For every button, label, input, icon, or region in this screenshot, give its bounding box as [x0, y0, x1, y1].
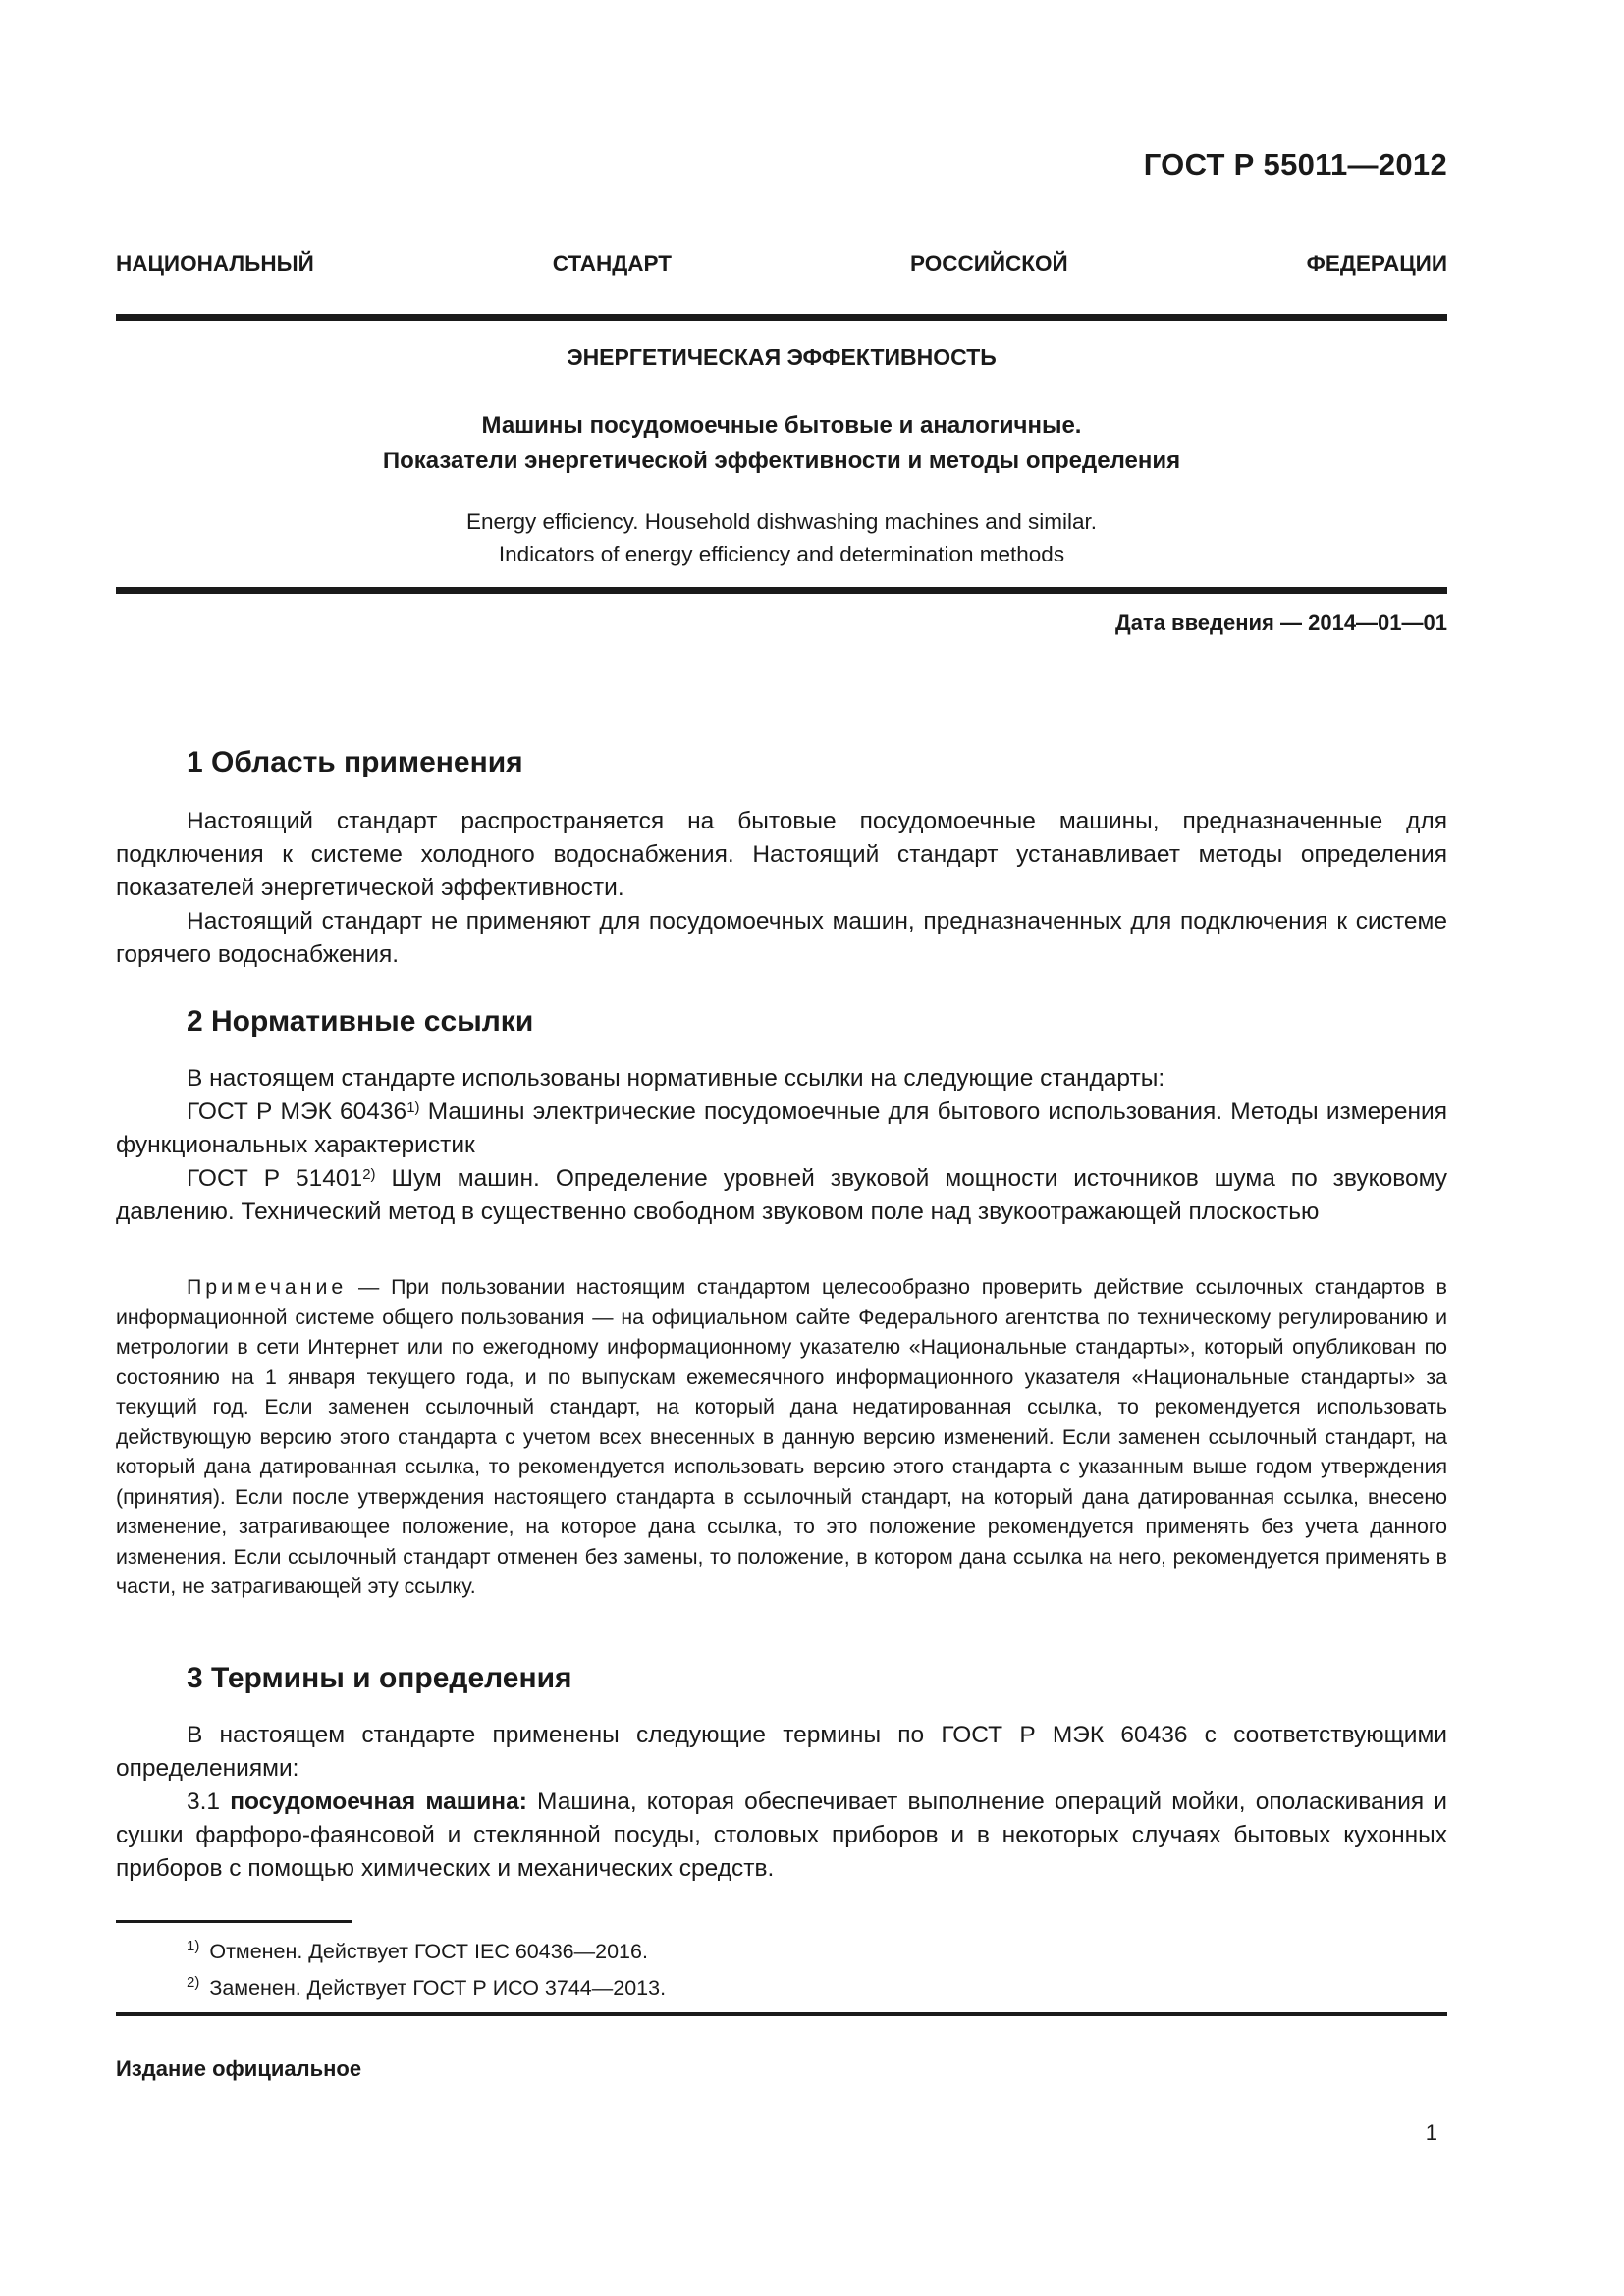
footnote-mark-2: 2) [362, 1166, 376, 1183]
section2-heading: 2 Нормативные ссылки [187, 1005, 534, 1038]
page-number: 1 [1425, 2120, 1437, 2145]
section3-body [116, 1719, 1447, 1886]
introduction-date: Дата введения — 2014—01—01 [1115, 611, 1447, 635]
section1-body [116, 805, 1447, 972]
section1-paragraph1: Настоящий стандарт распространяется на бытовые посудомоечные машины, предназначенные для подключения к системе холодного водоснабжения. Настоящий стандарт устанавливает методы определения показателей энергетической эффективности. [116, 808, 1447, 901]
title-ru-line2: Показатели энергетической эффективности и методы определения [382, 448, 1181, 474]
section2-body [116, 1062, 1447, 1229]
reference-1 [116, 1095, 1447, 1162]
title-en-line1: Energy efficiency. Household dishwashing machines and similar. [465, 509, 1097, 534]
footnote-1-mark: 1) [187, 1938, 200, 1954]
section2-intro: В настоящем стандарте использованы нормативные ссылки на следующие стандарты: [187, 1065, 1165, 1092]
standard-number: ГОСТ Р 55011—2012 [1143, 147, 1447, 182]
category-title: ЭНЕРГЕТИЧЕСКАЯ ЭФФЕКТИВНОСТЬ [567, 345, 997, 370]
term-definition: Машина, которая обеспечивает выполнение операций мойки, ополаскивания и сушки фарфоро-фаянсовой и стеклянной посуды, столовых приборов и в некоторых случаях бытовых кухонных приборов с помощью химических и механических средств. [116, 1789, 1447, 1882]
term-number: 3.1 [187, 1789, 231, 1815]
edition-label: Издание официальное [116, 2056, 362, 2081]
national-standard-label: НАЦИОНАЛЬНЫЙ СТАНДАРТ РОССИЙСКОЙ ФЕДЕРАЦИИ [116, 251, 1447, 276]
reference-1-title: Машины электрические посудомоечные для бытового использования. Методы измерения функциональных характеристик [116, 1098, 1447, 1158]
title-en [116, 506, 1447, 570]
header-bottom-rule [116, 587, 1447, 594]
note-paragraph [116, 1272, 1447, 1602]
footnote-mark-1: 1) [406, 1099, 420, 1116]
reference-1-code: ГОСТ Р МЭК 60436 [187, 1098, 407, 1125]
section1-heading: 1 Область применения [187, 746, 523, 778]
section1-paragraph2: Настоящий стандарт не применяют для посудомоечных машин, предназначенных для подключения к системе горячего водоснабжения. [116, 908, 1447, 968]
section2-note [116, 1272, 1447, 1602]
term-3-1 [116, 1786, 1447, 1886]
note-text: — При пользовании настоящим стандартом целесообразно проверить действие ссылочных стандартов в информационной системе общего пользования — на официальном сайте Федерального агентства по техническому регулированию и метрологии в сети Интернет или по ежегодному информационному указателю «Национальные стандарты», который опубликован по состоянию на 1 января текущего года, и по выпускам ежемесячного информационного указателя «Национальные стандарты» за текущий год. Если заменен ссылочный стандарт, на который дана недатированная ссылка, то рекомендуется использовать действующую версию этого стандарта с учетом всех внесенных в данную версию изменений. Если заменен ссылочный стандарт, на который дана датированная ссылка, то рекомендуется использовать версию этого стандарта с указанным выше годом утверждения (принятия). Если после утверждения настоящего стандарта в ссылочный стандарт, на который дана датированная ссылка, внесено изменение, затрагивающее положение, на которое дана ссылка, то это положение рекомендуется применять без учета данного изменения. Если ссылочный стандарт отменен без замены, то положение, в котором дана ссылка на него, рекомендуется применять в части, не затрагивающей эту ссылку. [116, 1275, 1447, 1598]
footnote-separator [116, 1920, 352, 1923]
title-ru-line1: Машины посудомоечные бытовые и аналогичные. [481, 412, 1082, 439]
title-ru [116, 408, 1447, 479]
footnote-2 [187, 1976, 666, 2001]
header-top-rule [116, 314, 1447, 321]
footnote-1-text: Отменен. Действует ГОСТ IEC 60436—2016. [209, 1940, 648, 1963]
footnote-2-mark: 2) [187, 1974, 200, 1991]
section3-heading: 3 Термины и определения [187, 1662, 572, 1694]
title-en-line2: Indicators of energy efficiency and determination methods [498, 542, 1065, 566]
section3-intro: В настоящем стандарте применены следующие термины по ГОСТ Р МЭК 60436 с соответствующими определениями: [116, 1722, 1447, 1782]
reference-2-code: ГОСТ Р 51401 [187, 1165, 363, 1192]
term-name: посудомоечная машина: [230, 1789, 527, 1815]
note-label: Примечание [187, 1275, 348, 1299]
reference-2-title: Шум машин. Определение уровней звуковой мощности источников шума по звуковому давлению. Технический метод в существенно свободном звуковом поле над звукоотражающей плоскостью [116, 1165, 1447, 1225]
footer-rule [116, 2012, 1447, 2016]
reference-2 [116, 1162, 1447, 1229]
footnote-2-text: Заменен. Действует ГОСТ Р ИСО 3744—2013. [209, 1976, 667, 2000]
footnote-1 [187, 1940, 648, 1964]
